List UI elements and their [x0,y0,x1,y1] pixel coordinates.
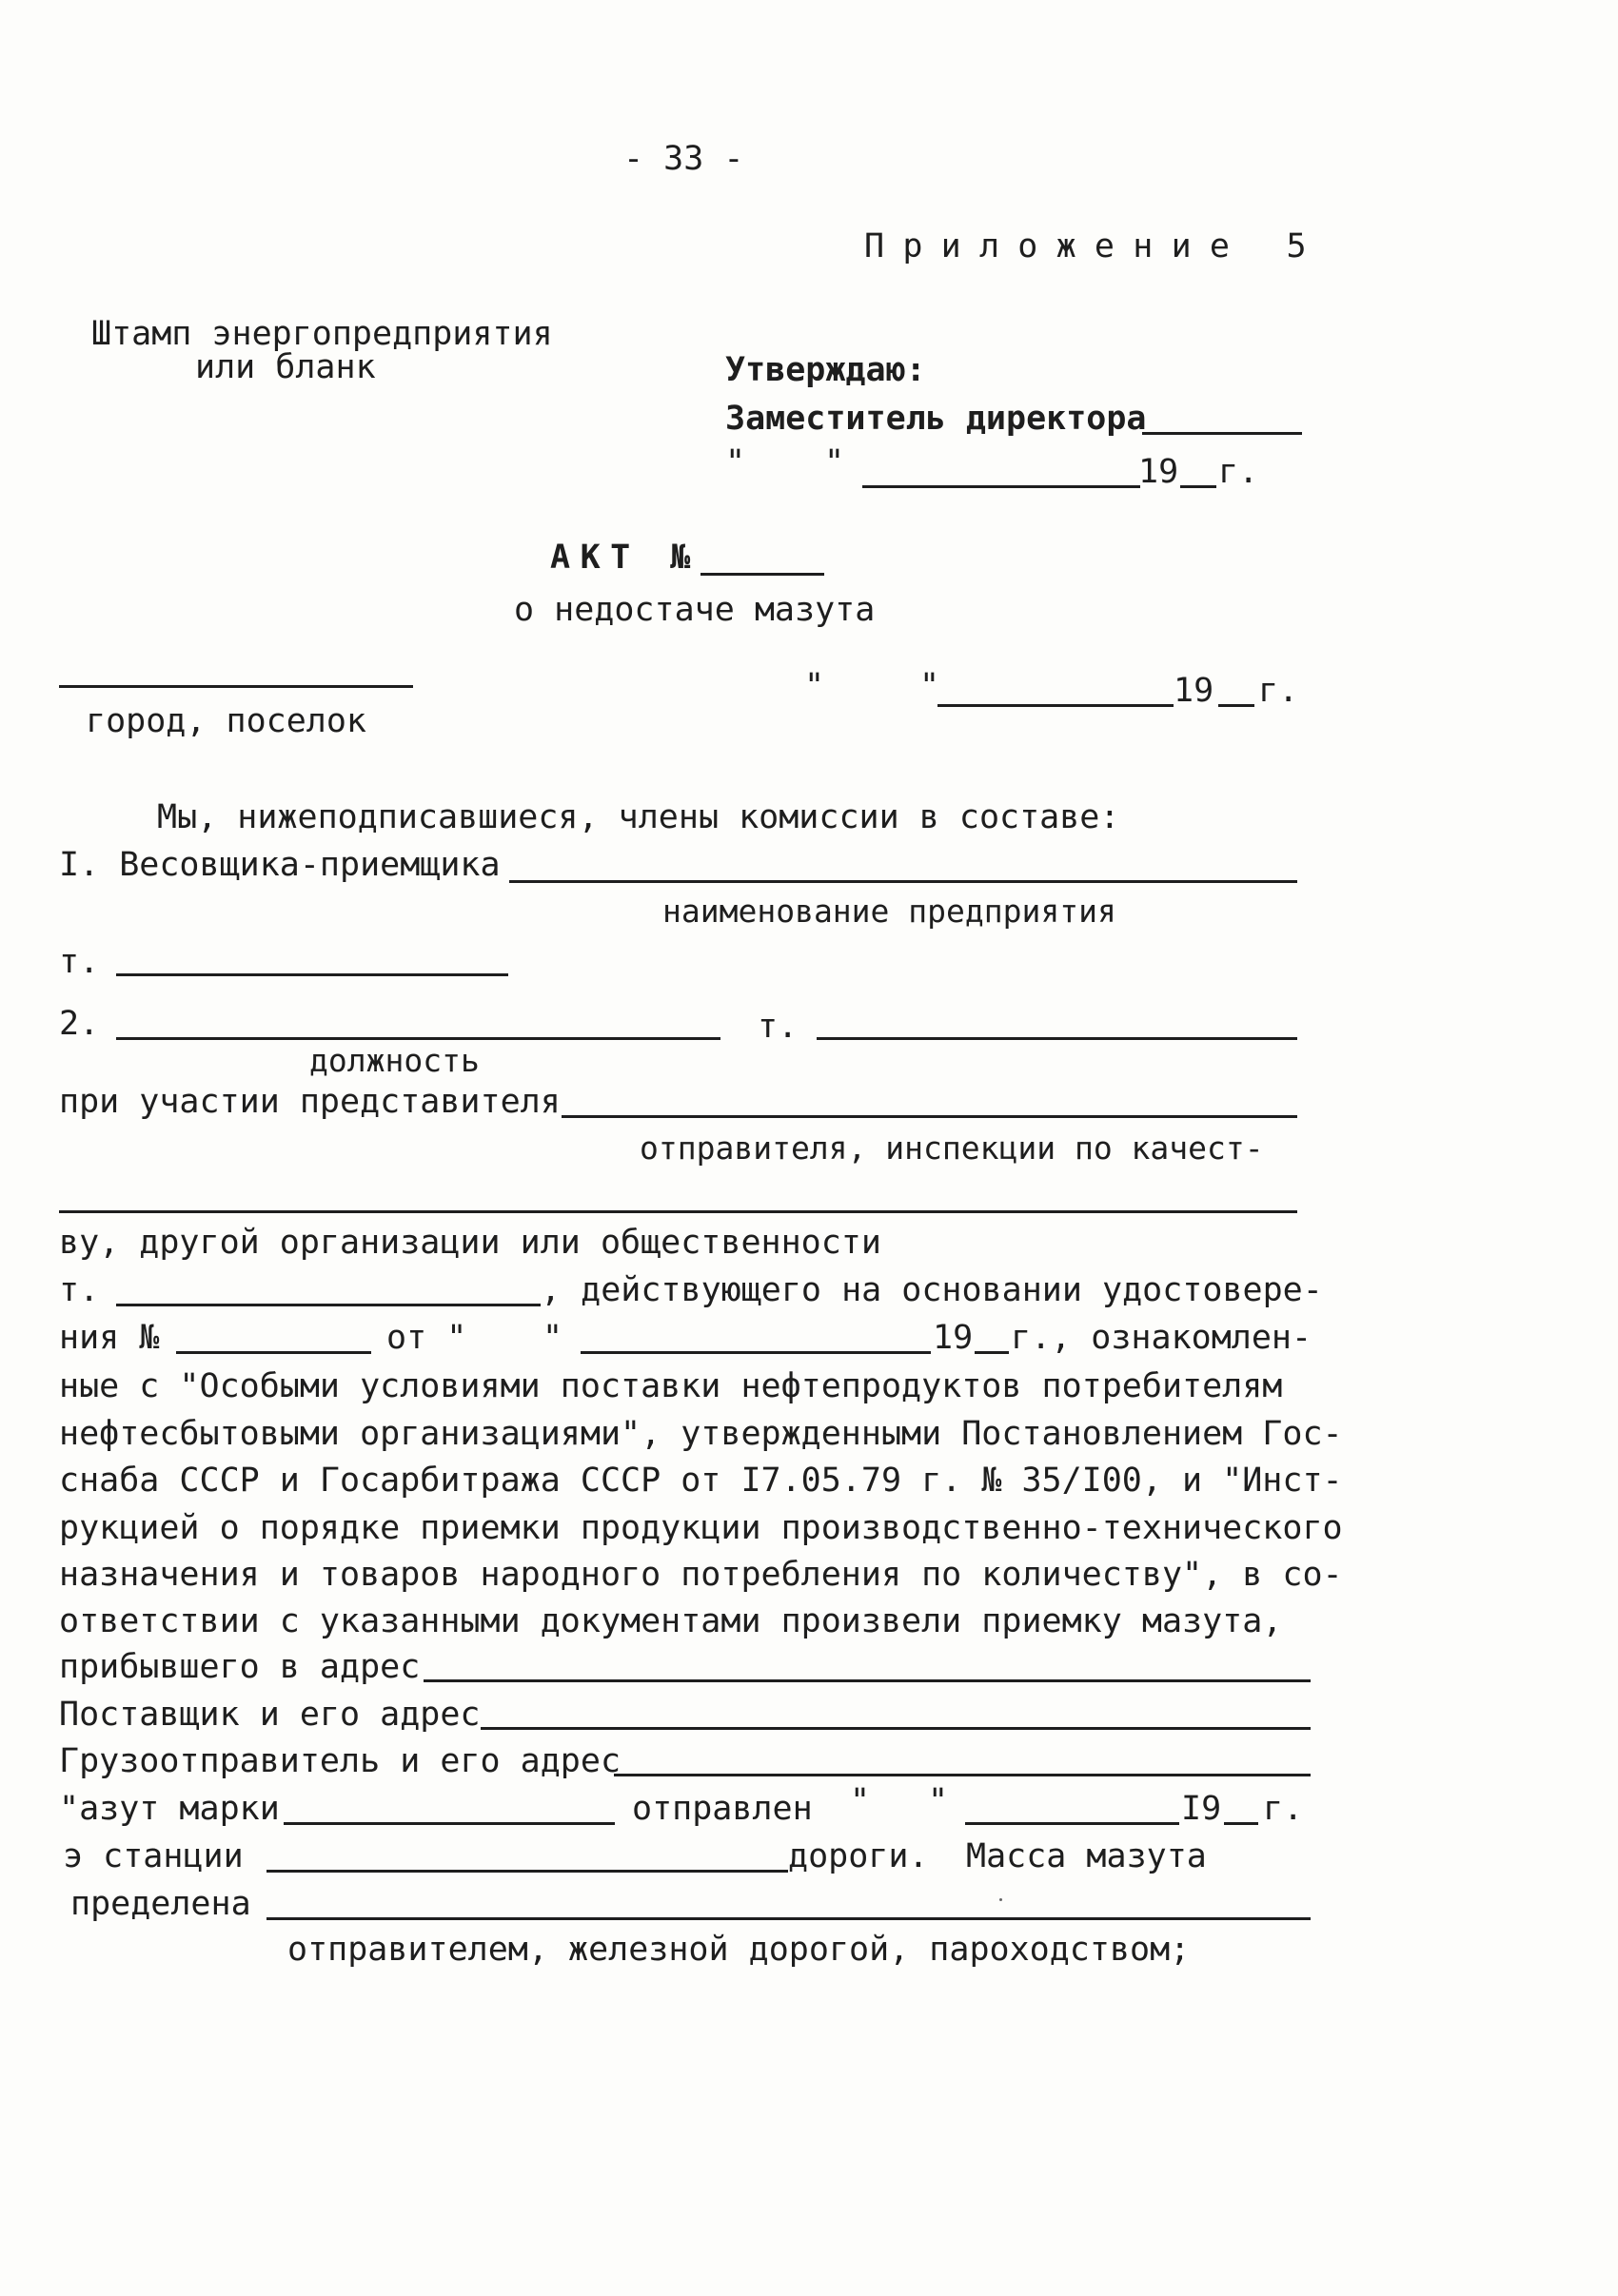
place-line[interactable] [59,685,413,688]
stamp-label-line2: или бланк [195,348,376,386]
date-year-line[interactable] [1218,704,1254,707]
approval-year-line[interactable] [1180,485,1216,488]
approval-label: Утверждаю: [725,351,926,389]
supplier-address-line[interactable] [481,1727,1311,1730]
para-line: ные с "Особыми условиями поставки нефтепродуктов потребителям [59,1367,1283,1405]
rep-line[interactable] [562,1115,1297,1118]
station-label: э станции [63,1837,244,1875]
appendix-label: Приложение 5 [864,227,1325,265]
grade-line[interactable] [284,1822,615,1825]
date-year: 19 [1174,672,1214,710]
stamp-label-line1: Штамп энергопредприятия [91,315,553,353]
cert-from: от " [386,1319,467,1357]
determined-line[interactable] [266,1917,1311,1920]
para-line: назначения и товаров народного потребления по количеству", в со- [59,1556,1343,1594]
approval-year: 19 [1138,453,1179,491]
acting-text: , действующего на основании удостовере- [541,1271,1323,1309]
date-line[interactable] [937,704,1174,707]
shipped-quote-open: " [850,1782,871,1820]
cert-date-line[interactable] [581,1351,931,1354]
shipped-label: отправлен [632,1790,813,1828]
grade-label: "азут марки [59,1790,280,1828]
member1-name-line[interactable] [116,973,508,976]
determined-caption: отправителем, железной дорогой, пароходством; [287,1931,1191,1969]
para-line: снаба СССР и Госарбитража СССР от I7.05.79 г. № 35/I00, и "Инст- [59,1462,1343,1500]
member2-num: 2. [59,1005,100,1043]
cert-prefix: ния № [59,1319,160,1357]
member2-name-line[interactable] [817,1037,1297,1040]
page-number: - 33 - [623,140,744,178]
shipper-label: Грузоотправитель и его адрес [59,1742,622,1780]
member1-label: I. Весовщика-приемщика [59,846,501,884]
mass-label: Масса мазута [966,1837,1207,1875]
director-signature-line[interactable] [1142,432,1302,435]
member1-caption: наименование предприятия [662,893,1116,930]
determined-label: пределена [70,1885,251,1923]
cert-suffix: г., ознакомлен- [1011,1319,1312,1357]
shipped-year-line[interactable] [1224,1822,1258,1825]
rep-label: при участии представителя [59,1083,561,1121]
supplier-label: Поставщик и его адрес [59,1696,481,1734]
member1-t-label: т. [59,943,100,981]
shipped-date-line[interactable] [965,1822,1179,1825]
cert-quote: " [543,1319,563,1357]
paper-speck [999,1898,1002,1901]
member1-enterprise-line[interactable] [509,880,1297,883]
shipper-address-line[interactable] [614,1774,1311,1776]
act-subtitle: о недостаче мазута [514,591,876,629]
act-number-line[interactable] [700,573,824,576]
cert-year-line[interactable] [975,1351,1009,1354]
approval-quote-close: " [824,443,845,481]
road-label: дороги. [788,1837,929,1875]
arrived-address-line[interactable] [424,1679,1311,1682]
member2-t-label: т. [758,1008,799,1046]
cert-number-line[interactable] [176,1351,371,1354]
shipped-quote-close: " [928,1782,949,1820]
rep-caption-cont: ву, другой организации или общественности [59,1224,881,1262]
station-line[interactable] [266,1870,788,1873]
para-line: рукцией о порядке приемки продукции производственно-технического [59,1509,1343,1547]
place-caption: город, поселок [86,702,367,740]
intro-text: Мы, нижеподписавшиеся, члены комиссии в составе: [157,798,1120,836]
cert-year: 19 [933,1319,974,1357]
rep-line-2[interactable] [59,1210,1297,1213]
date-quote-close: " [919,667,940,705]
approval-quote-open: " [725,443,746,481]
approval-year-suffix: г. [1218,453,1259,491]
rep-t-label: т. [59,1271,100,1309]
para-line: нефтесбытовыми организациями", утвержденными Постановлением Гос- [59,1415,1343,1453]
para-line: ответствии с указанными документами произвели приемку мазута, [59,1602,1283,1640]
shipped-year: I9 [1181,1790,1222,1828]
arrived-label: прибывшего в адрес [59,1648,421,1686]
shipped-suffix: г. [1263,1790,1304,1828]
act-title: АКТ № [550,539,700,577]
rep-name-line[interactable] [116,1304,541,1306]
member2-caption: должность [309,1042,480,1079]
date-year-suffix: г. [1258,672,1299,710]
date-quote-open: " [804,667,825,705]
approval-date-line[interactable] [862,485,1140,488]
rep-caption: отправителя, инспекции по качест- [640,1129,1264,1167]
approval-position: Заместитель директора [725,400,1147,438]
member2-position-line[interactable] [116,1037,720,1040]
